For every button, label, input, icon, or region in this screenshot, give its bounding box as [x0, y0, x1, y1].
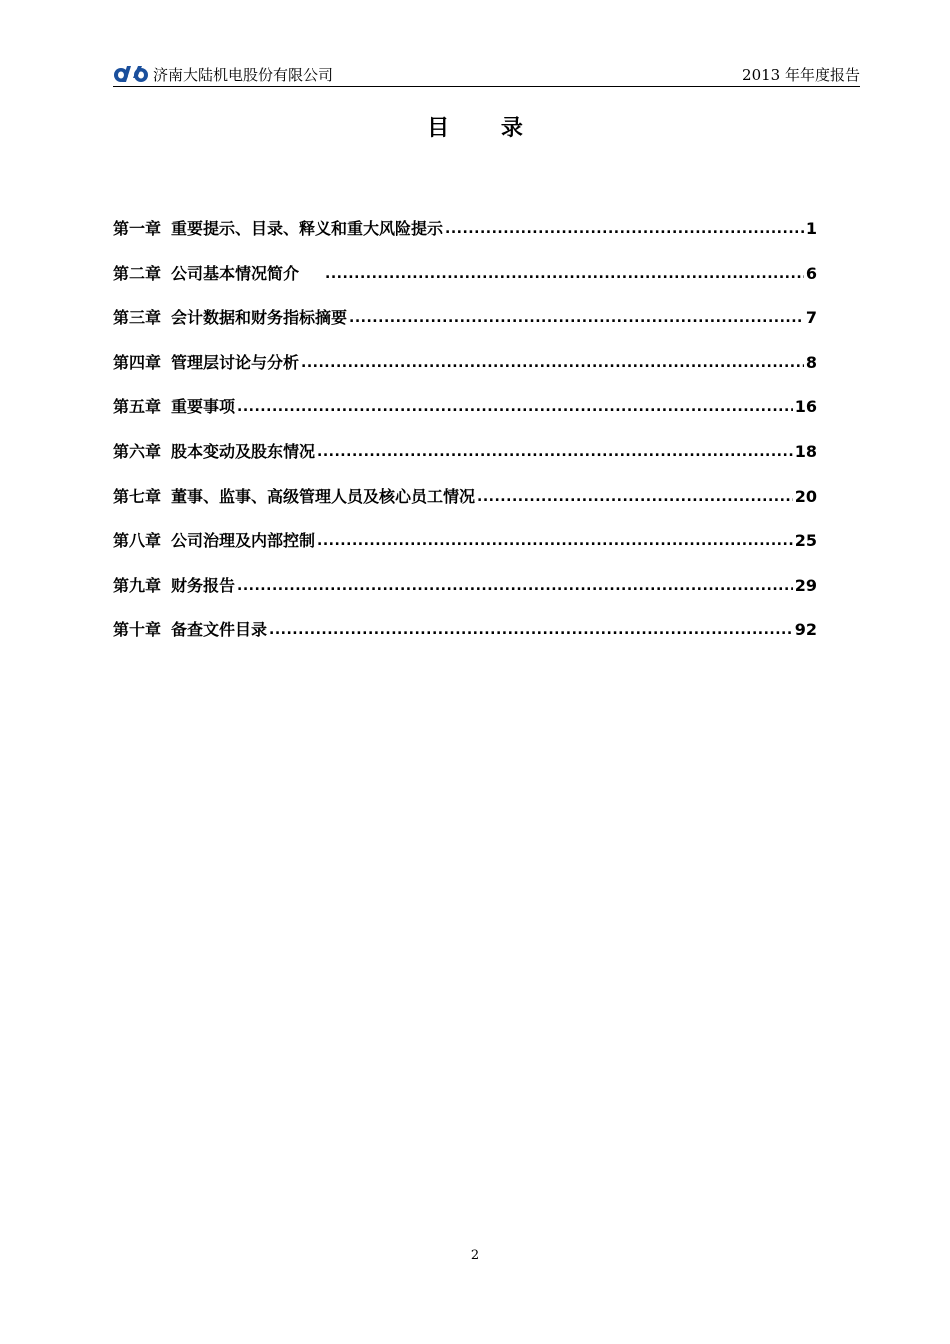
company-name: 济南大陆机电股份有限公司 — [153, 66, 334, 84]
toc-entry[interactable] — [113, 528, 817, 573]
toc-chapter: 第十章 — [113, 620, 162, 640]
toc-page-number: 18 — [794, 441, 817, 461]
toc-entry[interactable] — [113, 261, 817, 306]
toc-title: 会计数据和财务指标摘要 — [171, 308, 348, 328]
toc-title: 董事、监事、高级管理人员及核心员工情况 — [171, 486, 476, 506]
toc-title: 公司治理及内部控制 — [171, 531, 316, 551]
toc-title: 重要提示、目录、释义和重大风险提示 — [171, 219, 444, 238]
toc-page-number: 92 — [794, 620, 817, 640]
page-title: 目 录 — [427, 116, 545, 141]
toc-entry[interactable] — [113, 350, 817, 395]
toc-page-number: 16 — [794, 397, 817, 417]
toc-leader-dots — [317, 439, 793, 465]
toc-leader-dots — [349, 305, 804, 331]
toc-page-number: 6 — [805, 263, 817, 283]
toc-leader-dots — [237, 573, 793, 599]
toc-page-number: 1 — [805, 219, 817, 238]
toc-chapter: 第一章 — [113, 219, 162, 238]
toc-entry[interactable] — [113, 573, 817, 618]
toc-chapter: 第三章 — [113, 308, 162, 328]
toc-leader-dots — [325, 261, 804, 287]
toc-leader-dots — [269, 617, 793, 643]
toc-title: 公司基本情况简介 — [171, 263, 300, 283]
toc-chapter: 第八章 — [113, 531, 162, 551]
table-of-contents — [113, 216, 817, 662]
toc-page-number: 29 — [794, 575, 817, 595]
toc-title: 管理层讨论与分析 — [171, 352, 300, 372]
toc-title: 重要事项 — [171, 397, 236, 417]
toc-entry[interactable] — [113, 439, 817, 484]
toc-page-number: 20 — [794, 486, 817, 506]
toc-title: 股本变动及股东情况 — [171, 441, 316, 461]
company-logo-icon — [113, 64, 153, 84]
page-number: 2 — [470, 1248, 480, 1263]
toc-leader-dots — [237, 394, 793, 420]
toc-leader-dots — [477, 484, 793, 510]
toc-entry[interactable] — [113, 305, 817, 350]
toc-entry[interactable] — [113, 394, 817, 439]
toc-chapter: 第七章 — [113, 486, 162, 506]
toc-entry[interactable] — [113, 216, 817, 261]
toc-page-number: 25 — [794, 531, 817, 551]
toc-page-number: 8 — [805, 352, 817, 372]
toc-leader-dots — [317, 528, 793, 554]
toc-title: 备查文件目录 — [171, 620, 268, 640]
toc-chapter: 第六章 — [113, 441, 162, 461]
toc-title: 财务报告 — [171, 575, 236, 595]
toc-chapter: 第四章 — [113, 352, 162, 372]
page-header — [113, 62, 860, 87]
toc-leader-dots — [301, 350, 804, 376]
toc-page-number: 7 — [805, 308, 817, 328]
toc-leader-dots — [445, 216, 804, 242]
toc-entry[interactable] — [113, 484, 817, 529]
toc-chapter: 第五章 — [113, 397, 162, 417]
report-name: 2013 年年度报告 — [742, 66, 860, 84]
toc-entry[interactable] — [113, 617, 817, 662]
toc-chapter: 第二章 — [113, 263, 162, 283]
toc-chapter: 第九章 — [113, 575, 162, 595]
